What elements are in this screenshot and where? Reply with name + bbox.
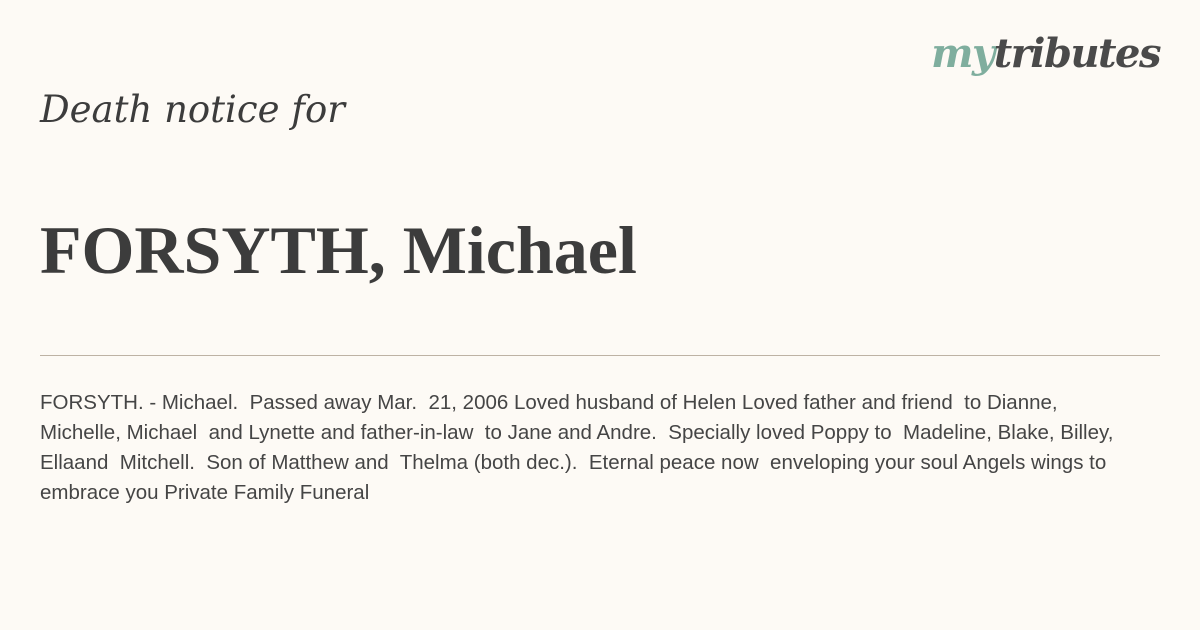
notice-body-text: FORSYTH. - Michael. Passed away Mar. 21, 2006 Loved husband of Helen Loved father and friend to Dianne, Michelle, Michael and Lynette and father-in-law to Jane and Andre. Specially loved Poppy to Madeline, Blake, Billey, Ellaand Mitchell. Son of Matthew and Thelma (both dec.). Eternal peace now enveloping your soul Angels wings to embrace you Private Family Funeral <box>40 391 1120 504</box>
logo-suffix: tributes <box>993 30 1160 77</box>
deceased-name: FORSYTH, Michael <box>40 212 637 288</box>
logo-prefix: my <box>931 30 994 77</box>
notice-label: Death notice for <box>40 88 345 131</box>
section-divider <box>40 355 1160 356</box>
mytributes-logo[interactable] <box>931 30 1160 77</box>
